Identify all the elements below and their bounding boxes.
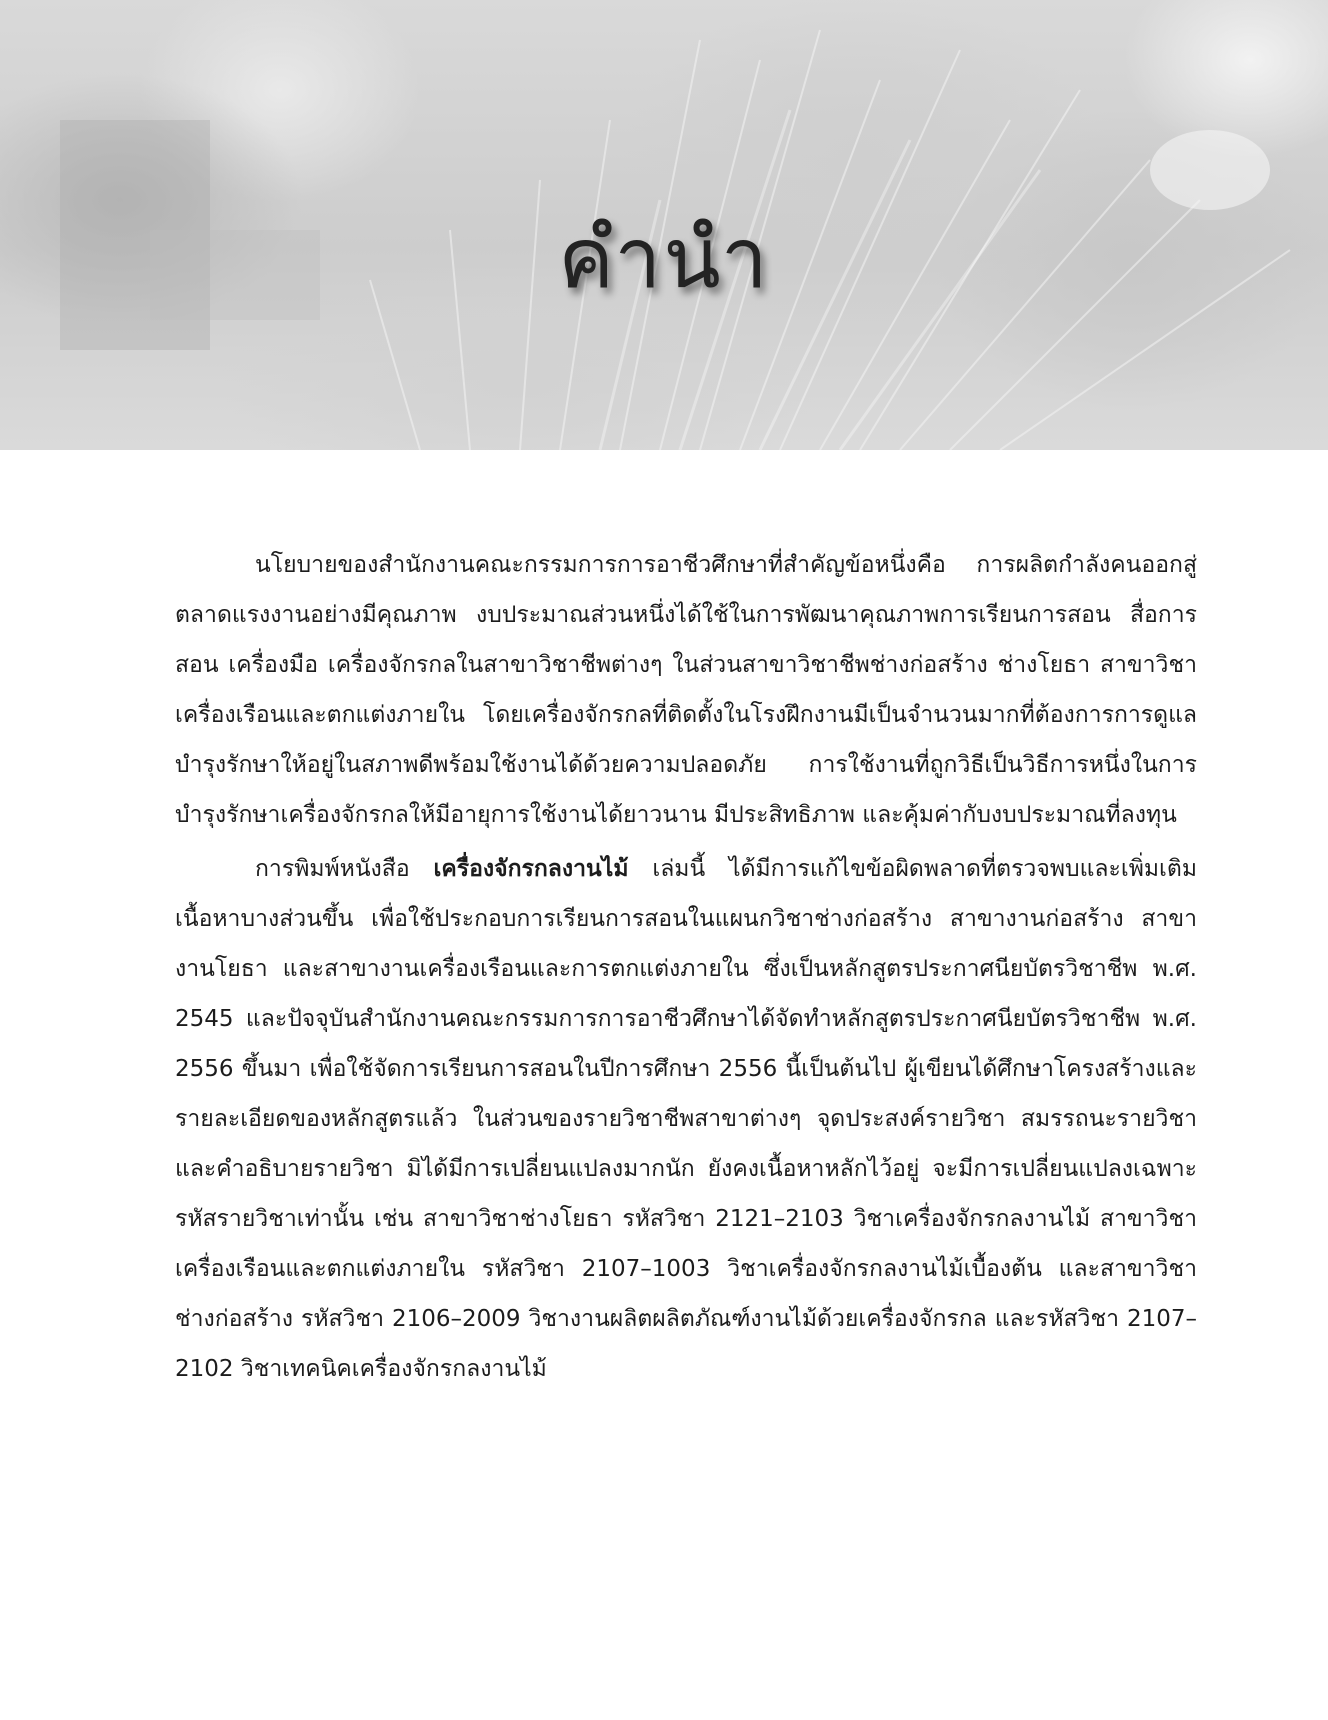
page-title: คำนำ [558,209,770,307]
paragraph-2 [175,844,1197,1394]
paragraph-1-text: นโยบายของสำนักงานคณะกรรมการการอาชีวศึกษาที่สำคัญข้อหนึ่งคือ การผลิตกำลังคนออกสู่ตลาดแรงงานอย่างมีคุณภาพ งบประมาณส่วนหนึ่งได้ใช้ในการพัฒนาคุณภาพการเรียนการสอน สื่อการสอน เครื่องมือ เครื่องจักรกลในสาขาวิชาชีพต่างๆ ในส่วนสาขาวิชาชีพช่างก่อสร้าง ช่างโยธา สาขาวิชาเครื่องเรือนและตกแต่งภายใน โดยเครื่องจักรกลที่ติดตั้งในโรงฝึกงานมีเป็นจำนวนมากที่ต้องการการดูแลบำรุงรักษาให้อยู่ในสภาพดีพร้อมใช้งานได้ด้วยความปลอดภัย การใช้งานที่ถูกวิธีเป็นวิธีการหนึ่งในการบำรุงรักษาเครื่องจักรกลให้มีอายุการใช้งานได้ยาวนาน มีประสิทธิภาพ และคุ้มค่ากับงบประมาณที่ลงทุน [175,552,1197,828]
paragraph-2-text-after: เล่มนี้ ได้มีการแก้ไขข้อผิดพลาดที่ตรวจพบและเพิ่มเติมเนื้อหาบางส่วนขึ้น เพื่อใช้ประกอบการเรียนการสอนในแผนกวิชาช่างก่อสร้าง สาขางานก่อสร้าง สาขางานโยธา และสาขางานเครื่องเรือนและการตกแต่งภายใน ซึ่งเป็นหลักสูตรประกาศนียบัตรวิชาชีพ พ.ศ. 2545 และปัจจุบันสำนักงานคณะกรรมการการอาชีวศึกษาได้จัดทำหลักสูตรประกาศนียบัตรวิชาชีพ พ.ศ. 2556 ขึ้นมา เพื่อใช้จัดการเรียนการสอนในปีการศึกษา 2556 นี้เป็นต้นไป ผู้เขียนได้ศึกษาโครงสร้างและรายละเอียดของหลักสูตรแล้ว ในส่วนของรายวิชาชีพสาขาต่างๆ จุดประสงค์รายวิชา สมรรถนะรายวิชา และคำอธิบายรายวิชา มิได้มีการเปลี่ยนแปลงมากนัก ยังคงเนื้อหาหลักไว้อยู่ จะมีการเปลี่ยนแปลงเฉพาะรหัสรายวิชาเท่านั้น เช่น สาขาวิชาช่างโยธา รหัสวิชา 2121–2103 วิชาเครื่องจักรกลงานไม้ สาขาวิชาเครื่องเรือนและตกแต่งภายใน รหัสวิชา 2107–1003 วิชาเครื่องจักรกลงานไม้เบื้องต้น และสาขาวิชาช่างก่อสร้าง รหัสวิชา 2106–2009 วิชางานผลิตผลิตภัณฑ์งานไม้ด้วยเครื่องจักรกล และรหัสวิชา 2107–2102 วิชาเทคนิคเครื่องจักรกลงานไม้ [175,856,1197,1382]
body-text [175,540,1197,1398]
paragraph-1 [175,540,1197,840]
header-banner [0,0,1328,450]
book-title-bold: เครื่องจักรกลงานไม้ [433,856,629,882]
paragraph-2-text-before: การพิมพ์หนังสือ [255,856,434,882]
